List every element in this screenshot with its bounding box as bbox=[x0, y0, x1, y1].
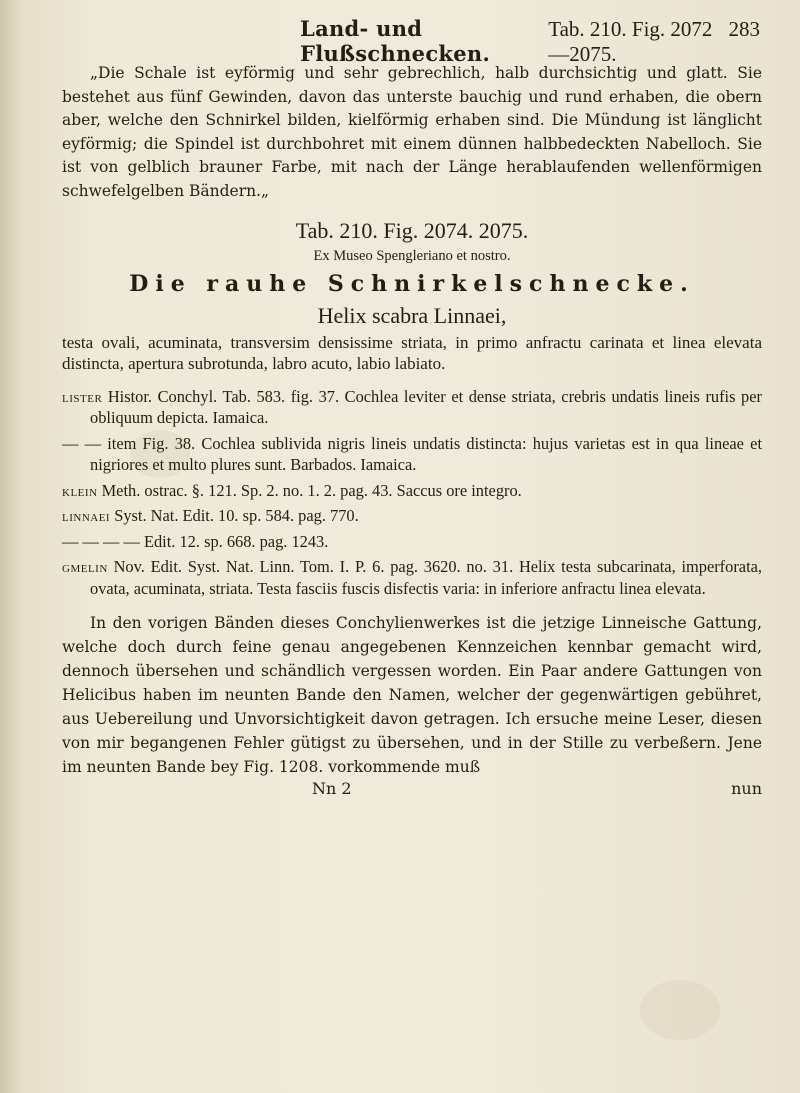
paper-stain bbox=[640, 980, 720, 1040]
reference-text: Nov. Edit. Syst. Nat. Linn. Tom. I. P. 6. pag. 3620. no. 31. Helix testa subcarinata, imperforata, ovata, acuminata, striata. Testa fasciis fuscis disfectis varia: in inferiore anfractu linea elevata. bbox=[90, 557, 762, 598]
reference-item bbox=[62, 480, 762, 502]
running-header bbox=[300, 16, 760, 67]
page-footer bbox=[62, 779, 762, 798]
reference-author: gmelin bbox=[62, 557, 108, 577]
species-diagnosis: testa ovali, acuminata, transversim densissime striata, in primo anfractu carinata et linea elevata distincta, apertura subrotunda, labro acuto, labio labiato. bbox=[62, 332, 762, 373]
page-spine-shadow bbox=[0, 0, 22, 1093]
plate-caption: Tab. 210. Fig. 2074. 2075. bbox=[295, 217, 529, 243]
species-latin-name: Helix scabra Linnaei, bbox=[317, 302, 507, 328]
intro-paragraph bbox=[62, 62, 762, 204]
reference-item bbox=[62, 433, 762, 476]
catchword: nun bbox=[731, 779, 762, 799]
reference-author: lister bbox=[62, 386, 103, 406]
reference-author: — — — — bbox=[62, 531, 140, 551]
reference-author: klein bbox=[62, 480, 98, 500]
header-figure-ref: Tab. 210. Fig. 2072—2075. bbox=[548, 17, 713, 66]
closing-text: In den vorigen Bänden dieses Conchylienwerkes ist die jetzige Linneische Gattung, welche doch durch feine genau angegebenen Kennzeichen kennbar gemacht wird, dennoch übersehen und schändlich vergessen worden. Ein Paar andere Gattungen von Helicibus haben im neunten Bande den Namen, welcher der gegenwärtigen gebühret, aus Uebereilung und Unvorsichtigkeit davon getragen. Ich ersuche meine Leser, diesen von mir begangenen Fehler gütigst zu übersehen, und in der Stille zu verbeßern. Jene im neunten Bande bey Fig. 1208. vorkommende muß bbox=[62, 614, 762, 777]
reference-text: Syst. Nat. Edit. 10. sp. 584. pag. 770. bbox=[114, 506, 359, 526]
intro-text: „Die Schale ist eyförmig und sehr gebrechlich, halb durchsichtig und glatt. Sie bestehet aus fünf Gewinden, davon das unterste bauchig und rund erhaben, die obern aber, welche den Schnirkel bilden, kielförmig erhaben sind. Die Mündung ist länglicht eyförmig; die Spindel ist durchbohret mit einem dünnen halbbedeckten Nabelloch. Sie ist von gelblich brauner Farbe, mit nach der Länge herablaufenden wellenförmigen schwefelgelben Bändern.„ bbox=[62, 64, 762, 200]
closing-paragraph bbox=[62, 611, 762, 779]
reference-text: Histor. Conchyl. Tab. 583. fig. 37. Cochlea leviter et dense striata, crebris undatis lineis rufis per obliquum depicta. Iamaica. bbox=[90, 386, 762, 428]
main-column bbox=[62, 62, 762, 798]
running-title: Land- und Flußschnecken. bbox=[300, 16, 491, 66]
reference-item bbox=[62, 386, 762, 429]
species-common-name: Die rauhe Schnirkelschnecke. bbox=[129, 270, 695, 297]
reference-list bbox=[62, 386, 762, 600]
museum-source: Ex Museo Spengleriano et nostro. bbox=[313, 247, 511, 264]
reference-author: — — bbox=[62, 433, 101, 453]
reference-author: linnaei bbox=[62, 506, 111, 526]
reference-text: Edit. 12. sp. 668. pag. 1243. bbox=[143, 531, 329, 551]
page-number: 283 bbox=[728, 17, 760, 41]
reference-item bbox=[62, 505, 762, 527]
signature-mark: Nn 2 bbox=[312, 779, 352, 799]
reference-item bbox=[62, 531, 762, 553]
reference-item bbox=[62, 556, 762, 599]
reference-text: Meth. ostrac. §. 121. Sp. 2. no. 1. 2. pag. 43. Saccus ore integro. bbox=[101, 480, 522, 500]
reference-text: item Fig. 38. Cochlea sublivida nigris lineis undatis distincta: hujus varietas est in qua lineae et nigriores et multo plures sunt. Barbados. Iamaica. bbox=[90, 433, 762, 475]
